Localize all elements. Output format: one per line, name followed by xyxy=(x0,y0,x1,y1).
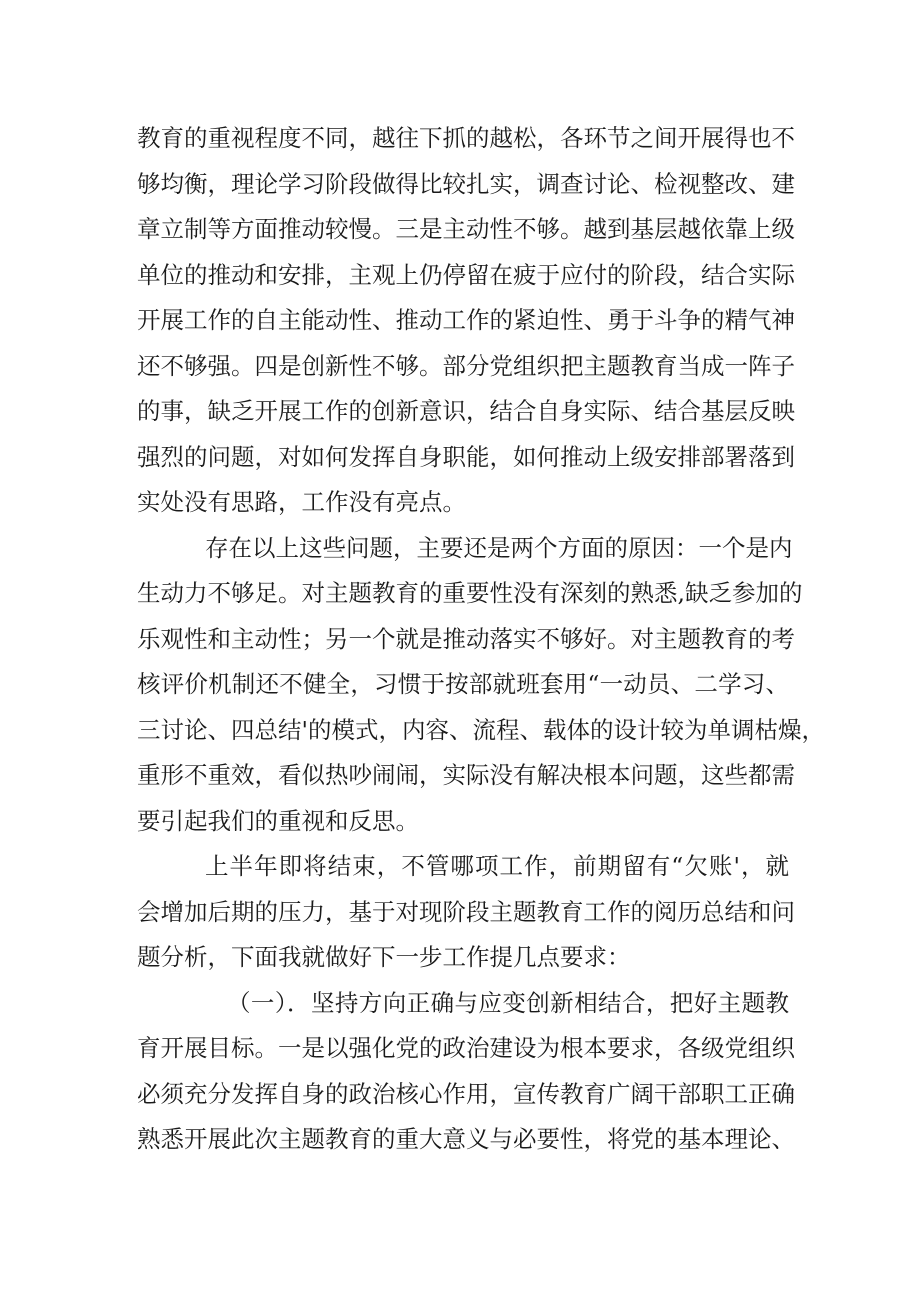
text-line: 够均衡，理论学习阶段做得比较扎实，调查讨论、检视整改、建 xyxy=(137,169,795,198)
text-line: 重形不重效，看似热吵闹闹，实际没有解决根本问题，这些都需 xyxy=(137,761,795,789)
paragraph-root-causes xyxy=(137,526,825,845)
section-heading-line: （一）．坚持方向正确与应变创新相结合，把好主题教 xyxy=(227,988,789,1017)
document-body xyxy=(137,116,825,1163)
text-line: 乐观性和主动性；另一个就是推动落实不够好。对主题教育的考 xyxy=(137,624,795,653)
paragraph-requirements-intro xyxy=(137,844,795,981)
paragraph-causes-detail xyxy=(137,116,795,526)
text-line: 生动力不够足。对主题教育的重要性没有深刻的熟悉,缺乏参加的 xyxy=(137,579,803,607)
text-line: 存在以上这些问题，主要还是两个方面的原因：一个是内 xyxy=(205,533,793,562)
text-line: 必须充分发挥自身的政治核心作用，宣传教育广阔干部职工正确 xyxy=(137,1079,795,1108)
text-line: 三讨论、四总结'的模式，内容、流程、载体的设计较为单调枯燥， xyxy=(137,715,825,744)
text-line: 核评价机制还不健全，习惯于按部就班套用“一动员、二学习、 xyxy=(137,670,789,698)
text-line: 强烈的问题，对如何发挥自身职能，如何推动上级安排部署落到 xyxy=(137,442,795,471)
text-line: 要引起我们的重视和反思。 xyxy=(137,806,419,835)
text-line: 会增加后期的压力，基于对现阶段主题教育工作的阅历总结和问 xyxy=(137,897,795,926)
text-line: 上半年即将结束，不管哪项工作，前期留有“欠账'，就 xyxy=(205,852,789,880)
text-line: 的事，缺乏开展工作的创新意识，结合自身实际、结合基层反映 xyxy=(137,397,795,425)
text-line: 熟悉开展此次主题教育的重大意义与必要性，将党的基本理论、 xyxy=(137,1125,795,1153)
text-line: 育开展目标。一是以强化党的政治建设为根本要求，各级党组织 xyxy=(137,1034,795,1062)
text-line: 还不够强。四是创新性不够。部分党组织把主题教育当成一阵子 xyxy=(137,351,795,380)
text-line: 单位的推动和安排，主观上仍停留在疲于应付的阶段，结合实际 xyxy=(137,260,795,289)
text-line: 实处没有思路，工作没有亮点。 xyxy=(137,488,466,516)
text-line: 开展工作的自主能动性、推动工作的紧迫性、勇于斗争的精气神 xyxy=(137,306,795,334)
text-line: 章立制等方面推动较慢。三是主动性不够。越到基层越依靠上级 xyxy=(137,215,795,243)
paragraph-requirement-one xyxy=(137,981,795,1163)
text-line: 教育的重视程度不同，越往下抓的越松，各环节之间开展得也不 xyxy=(137,124,795,152)
text-line: 题分析，下面我就做好下一步工作提几点要求： xyxy=(137,943,631,971)
